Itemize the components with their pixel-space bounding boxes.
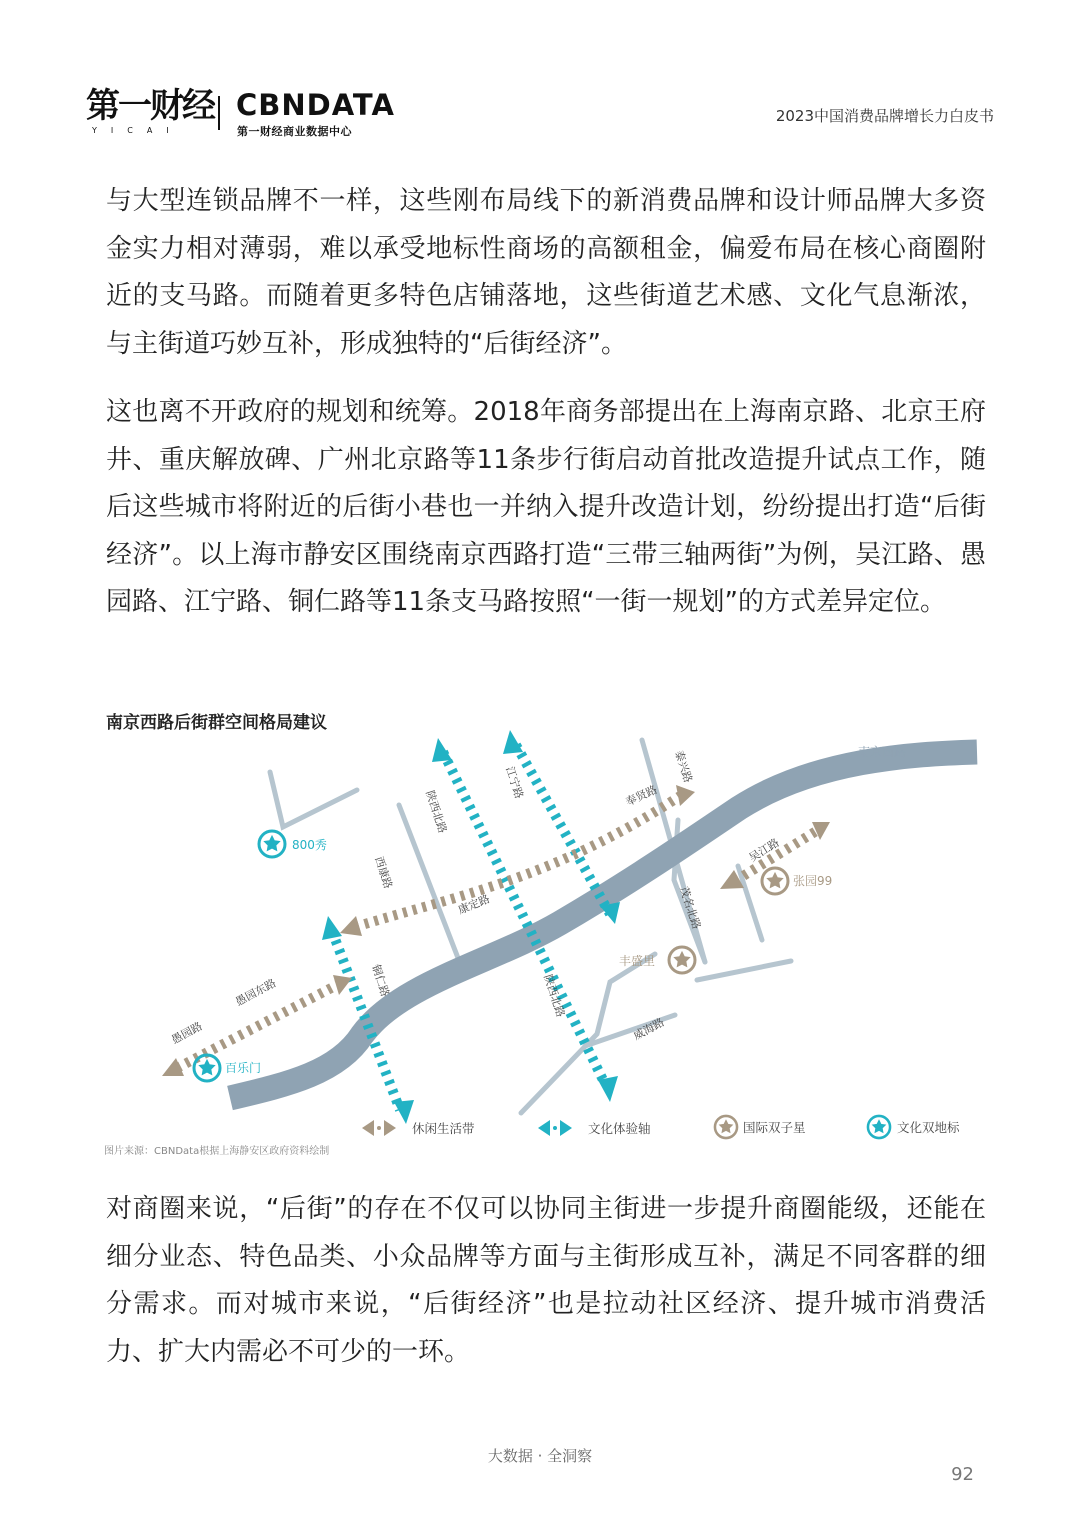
legend-label-twin-stars: 国际双子星 [743, 1120, 806, 1135]
leisure-belts [177, 796, 818, 1068]
nanjing-west-road [230, 752, 977, 1098]
street-label-jiangning: 江宁路 [503, 764, 526, 801]
landmark-label-bailemen: 百乐门 [225, 1061, 262, 1075]
landmark-label-800xiu: 800秀 [292, 838, 327, 852]
street-label-weihai: 威海路 [631, 1015, 667, 1043]
landmark-label-fengshengli: 丰盛里 [619, 954, 656, 968]
street-label-shaanxi-north-top: 陕西北路 [423, 788, 450, 835]
street-layout-map [100, 730, 1000, 1160]
legend-leisure [362, 1120, 475, 1136]
street-label-xikang: 西康路 [372, 854, 395, 891]
legend-culture-axis [538, 1120, 651, 1136]
document-title: 2023中国消费品牌增长力白皮书 [775, 107, 994, 125]
yicai-logo-sub: YICAI [92, 126, 183, 135]
street-label-shaanxi-north-bottom: 陕西北路 [541, 972, 568, 1019]
street-label-yuyuan-east: 愚园东路 [233, 976, 279, 1009]
street-label-tongren: 铜仁路 [369, 962, 392, 999]
yicai-logo: 第一财经 [86, 86, 214, 126]
street-label-taixing: 泰兴路 [672, 748, 695, 785]
cbndata-logo-sub: 第一财经商业数据中心 [237, 125, 352, 138]
street-label-fengxian: 奉贤路 [623, 782, 660, 809]
footer-tagline: 大数据 · 全洞察 [487, 1447, 593, 1465]
body-paragraph-3: 对商圈来说，“后街”的存在不仅可以协同主街进一步提升商圈能级，还能在细分业态、特色品类、小众品牌等方面与主街形成互补，满足不同客群的细分需求。而对城市来说，“后街经济”也是拉动社区经济、提升城市消费活力、扩大内需必不可少的一环。 [106, 1194, 986, 1367]
landmark-label-zhangyuan: 张园99 [793, 874, 833, 888]
landmark-zhangyuan [762, 868, 832, 894]
map-title: 南京西路后街群空间格局建议 [106, 713, 327, 733]
legend-label-culture-axis: 文化体验轴 [588, 1121, 651, 1136]
cbndata-logo: CBNDATA [236, 88, 395, 122]
body-paragraph-1: 与大型连锁品牌不一样，这些刚布局线下的新消费品牌和设计师品牌大多资金实力相对薄弱，难以承受地标性商场的高额租金，偏爱布局在核心商圈附近的支马路。而随着更多特色店铺落地，这些街道艺术感、文化气息渐浓，与主街道巧妙互补，形成独特的“后街经济”。 [106, 186, 986, 359]
map-source: 图片来源：CBNData根据上海静安区政府资料绘制 [104, 1146, 330, 1157]
street-label-wujiang: 吴江路 [746, 836, 782, 865]
legend-label-leisure: 休闲生活带 [412, 1121, 475, 1136]
landmark-bailemen [194, 1055, 261, 1081]
street-label-maoming-north: 茂名北路 [677, 884, 704, 931]
street-label-yuyuan: 愚园路 [169, 1019, 205, 1047]
page-header [0, 0, 1080, 150]
landmark-800xiu [259, 831, 327, 857]
logo-divider [218, 96, 220, 130]
nanjing-west-road-label: 南京西路 [858, 745, 907, 759]
page-number: 92 [951, 1464, 974, 1485]
legend-label-twin-landmarks: 文化双地标 [897, 1120, 960, 1135]
map-legend [362, 1116, 960, 1138]
legend-twin-landmarks [868, 1116, 960, 1138]
legend-twin-stars [715, 1116, 806, 1138]
body-paragraph-2: 这也离不开政府的规划和统筹。2018年商务部提出在上海南京路、北京王府井、重庆解放碑、广州北京路等11条步行街启动首批改造提升试点工作，随后这些城市将附近的后街小巷也一并纳入提升改造计划，纷纷提出打造“后街经济”。以上海市静安区围绕南京西路打造“三带三轴两街”为例，吴江路、愚园路、江宁路、铜仁路等11条支马路按照“一街一规划”的方式差异定位。 [106, 397, 986, 617]
street-label-kangding: 康定路 [456, 892, 492, 917]
